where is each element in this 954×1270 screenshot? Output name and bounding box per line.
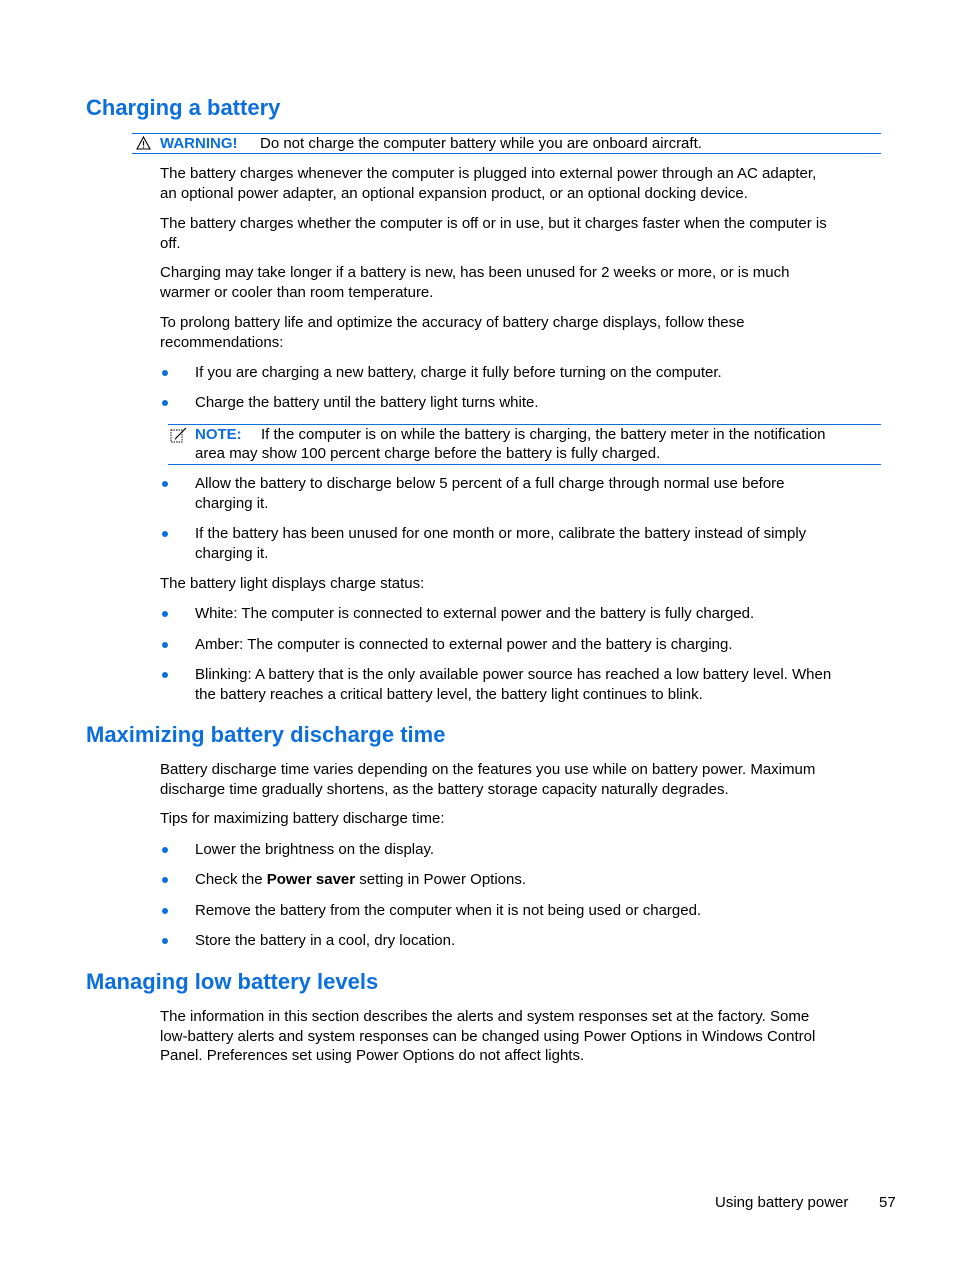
list-item	[160, 665, 882, 705]
line: The battery charges whenever the computer is plugged into external power through an AC adapter,	[160, 165, 817, 182]
warning-text: Do not charge the computer battery while you are onboard aircraft.	[260, 135, 702, 152]
warning-triangle-icon	[136, 136, 151, 150]
line: discharge time gradually shortens, as the battery storage capacity naturally degrades.	[160, 780, 729, 798]
note-text-line-2: area may show 100 percent charge before the battery is fully charged.	[195, 445, 661, 462]
line: The information in this section describes the alerts and system responses set at the factory. Some	[160, 1008, 810, 1025]
list-item-text: Charge the battery until the battery light turns white.	[195, 394, 539, 411]
line: To prolong battery life and optimize the accuracy of battery charge displays, follow these	[160, 314, 745, 331]
ui-term-power-saver: Power saver	[266, 871, 356, 888]
line: Charging may take longer if a battery is new, has been unused for 2 weeks or more, or is much	[160, 264, 790, 281]
bullet-icon	[162, 642, 168, 648]
list-item-text: If you are charging a new battery, charge it fully before turning on the computer.	[195, 364, 722, 381]
heading-charging-a-battery: Charging a battery	[86, 95, 281, 120]
bullet-icon	[162, 672, 168, 678]
bullet-icon	[162, 400, 168, 406]
text-run: Check the	[195, 871, 267, 888]
line: low-battery alerts and system responses can be changed using Power Options in Windows Control	[160, 1027, 816, 1045]
line: off.	[160, 234, 181, 252]
line: Allow the battery to discharge below 5 percent of a full charge through normal use before	[195, 475, 785, 492]
footer-section-title: Using battery power	[715, 1194, 849, 1211]
line: an optional power adapter, an optional expansion product, or an optional docking device.	[160, 184, 748, 202]
paragraph: Tips for maximizing battery discharge time:	[160, 810, 445, 827]
bullet-icon	[162, 877, 168, 883]
bullet-icon	[162, 908, 168, 914]
paragraph	[160, 313, 882, 352]
line: Blinking: A battery that is the only available power source has reached a low battery level. When	[195, 666, 832, 683]
line: the battery reaches a critical battery level, the battery light continues to blink.	[195, 685, 703, 703]
paragraph	[160, 760, 882, 799]
bullet-icon	[162, 847, 168, 853]
line: charging it.	[195, 544, 269, 562]
bullet-icon	[162, 481, 168, 487]
paragraph	[160, 263, 882, 302]
list-item	[160, 474, 882, 514]
list-item-text: White: The computer is connected to external power and the battery is fully charged.	[195, 605, 755, 622]
note-text-line-1: If the computer is on while the battery is charging, the battery meter in the notification	[261, 426, 826, 443]
line: warmer or cooler than room temperature.	[160, 283, 434, 301]
line: recommendations:	[160, 333, 284, 351]
list-item-text	[195, 665, 885, 704]
list-item-text: Amber: The computer is connected to external power and the battery is charging.	[195, 636, 733, 653]
paragraph	[160, 1007, 882, 1066]
line: Panel. Preferences set using Power Options do not affect lights.	[160, 1047, 585, 1064]
paragraph	[160, 214, 882, 253]
bullet-icon	[162, 938, 168, 944]
line: Battery discharge time varies depending on the features you use while on battery power. Maximum	[160, 761, 816, 778]
list-item-text	[195, 474, 885, 513]
bullet-icon	[162, 531, 168, 537]
bullet-icon	[162, 370, 168, 376]
note-callout	[168, 424, 881, 465]
list-item	[160, 524, 882, 564]
list-item-text: Remove the battery from the computer when it is not being used or charged.	[195, 902, 702, 919]
line: If the battery has been unused for one month or more, calibrate the battery instead of simply	[195, 525, 807, 542]
paragraph: The battery light displays charge status:	[160, 575, 425, 592]
list-item-text	[195, 524, 885, 563]
line: charging it.	[195, 494, 269, 512]
list-item	[160, 931, 882, 971]
list-item-text: Store the battery in a cool, dry location.	[195, 932, 456, 949]
text-run: setting in Power Options.	[355, 871, 527, 888]
heading-managing-low-battery-levels: Managing low battery levels	[86, 969, 379, 994]
line: The battery charges whether the computer is off or in use, but it charges faster when the computer is	[160, 215, 827, 232]
note-pencil-icon	[170, 427, 188, 443]
page-number: 57	[879, 1194, 896, 1211]
note-label: NOTE:	[195, 426, 242, 443]
list-item-text	[195, 870, 885, 890]
paragraph	[160, 164, 882, 203]
warning-callout	[132, 133, 881, 154]
bullet-icon	[162, 611, 168, 617]
warning-label: WARNING!	[160, 135, 238, 152]
list-item-text: Lower the brightness on the display.	[195, 841, 435, 858]
heading-maximizing-battery-discharge-time: Maximizing battery discharge time	[86, 722, 446, 747]
